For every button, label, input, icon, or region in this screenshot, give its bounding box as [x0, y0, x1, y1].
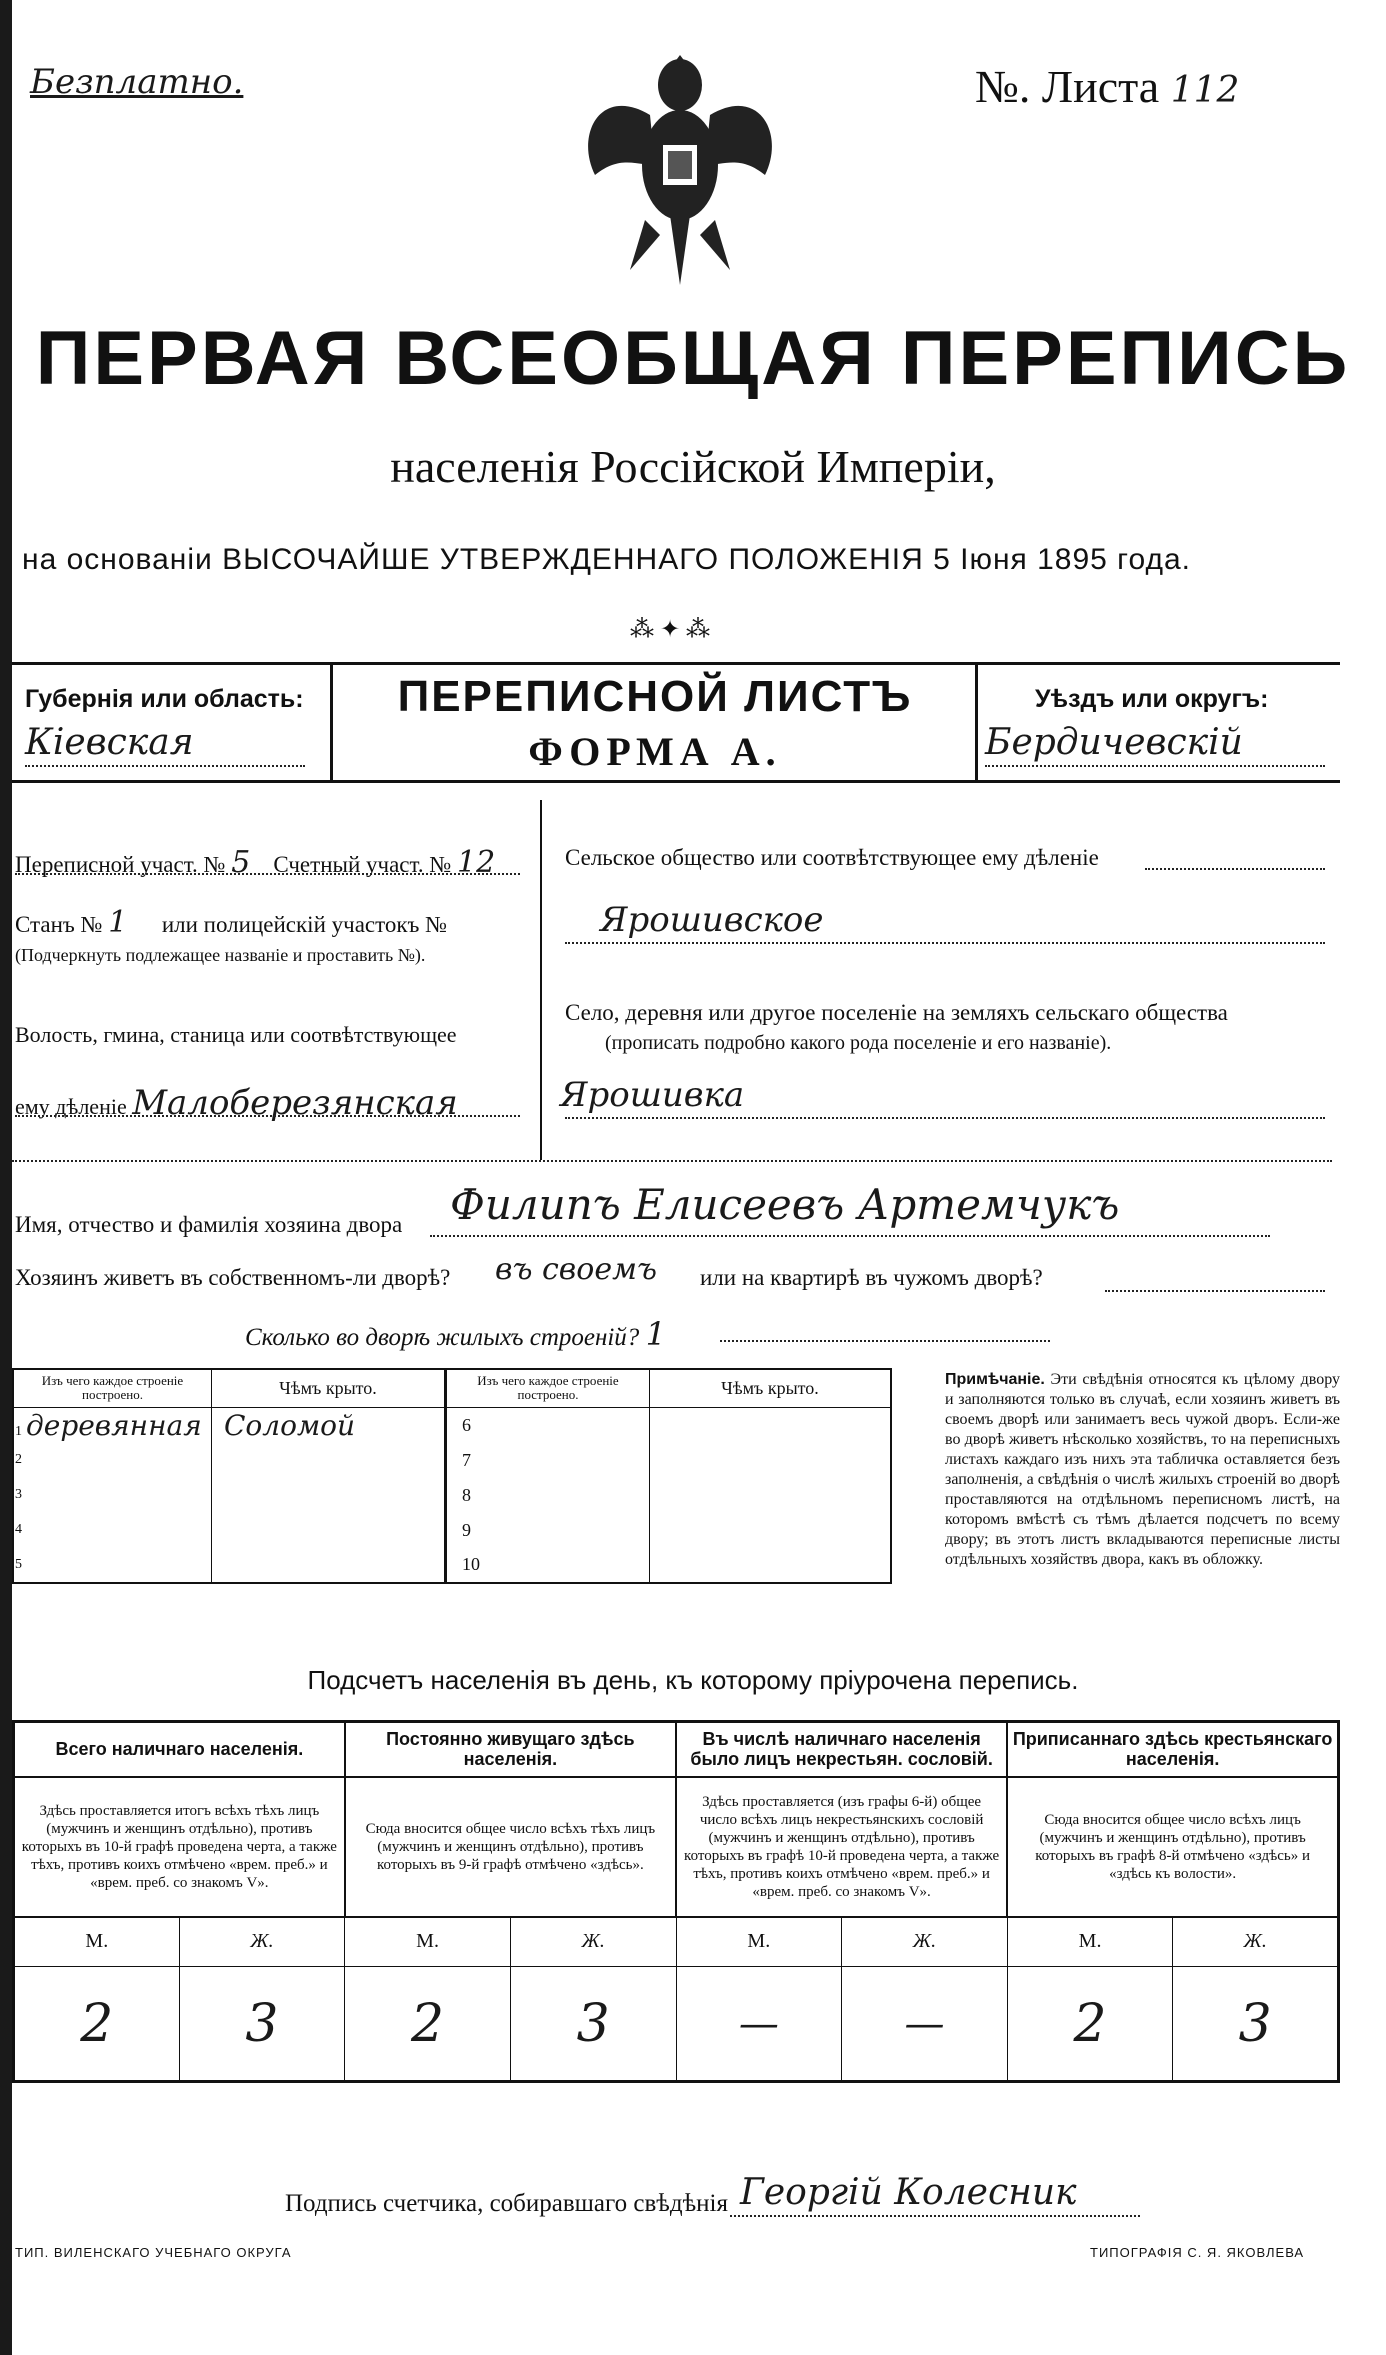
stan-field	[15, 905, 447, 940]
count-m-value: 2	[1007, 1967, 1173, 2082]
underline	[430, 1235, 1270, 1237]
count-m-value: 2	[345, 1967, 511, 2082]
roof-cell	[650, 1443, 892, 1478]
printer-right: ТИПОГРАФІЯ С. Я. ЯКОВЛЕВА	[1090, 2245, 1305, 2260]
roof-cell	[212, 1548, 446, 1583]
roof-cell	[650, 1548, 892, 1583]
rule	[540, 800, 542, 1160]
header-roof: Чѣмъ крыто.	[650, 1369, 892, 1407]
zh-label: Ж.	[842, 1917, 1008, 1967]
group-desc: Сюда вносится общее число всѣхъ лицъ (мужчинъ и женщинъ отдѣльно), противъ которыхъ въ графѣ 8-й отмѣчено «здѣсь» и «здѣсь къ волости».	[1007, 1777, 1338, 1917]
zh-label: Ж.	[1173, 1917, 1339, 1967]
material-value: деревянная	[26, 1408, 202, 1442]
uezd-value: Бердичевскій	[985, 722, 1243, 763]
zh-label: Ж.	[179, 1917, 345, 1967]
signature-value: Георгій Колесник	[740, 2172, 1077, 2213]
row-number: 5	[13, 1548, 212, 1583]
selo-note: (прописать подробно какого рода поселеніе и его названіе).	[605, 1032, 1112, 1054]
ornament-divider: ⁂ ✦ ⁂	[629, 617, 711, 643]
delenie-value: Малоберезянская	[132, 1083, 458, 1123]
roof-cell	[650, 1513, 892, 1548]
roof-cell	[212, 1513, 446, 1548]
underline	[720, 1340, 1050, 1342]
delenie-label: ему дѣленіе	[15, 1094, 127, 1119]
count-zh-value: 3	[1173, 1967, 1339, 2082]
underline	[25, 765, 305, 767]
stan-value: 1	[108, 905, 128, 940]
m-label: М.	[345, 1917, 511, 1967]
selskoe-value: Ярошивское	[600, 900, 824, 940]
zh-label: Ж.	[510, 1917, 676, 1967]
roof-cell	[650, 1407, 892, 1443]
census-basis: на основаніи ВЫСОЧАЙШЕ УТВЕРЖДЕННАГО ПОЛОЖЕНІЯ 5 Іюня 1895 года.	[22, 543, 1192, 576]
group-title: Всего наличнаго населенія.	[14, 1722, 345, 1777]
row-number: 1	[15, 1423, 22, 1439]
row-number: 6	[446, 1407, 650, 1443]
row-number: 3	[13, 1478, 212, 1513]
row-number: 2	[13, 1443, 212, 1478]
underline	[1105, 1290, 1325, 1292]
selo-value: Ярошивка	[560, 1075, 745, 1115]
count-m-value: —	[676, 1967, 842, 2082]
count-m-value: 2	[14, 1967, 180, 2082]
delenie-field	[15, 1083, 458, 1123]
m-label: М.	[676, 1917, 842, 1967]
rule	[975, 662, 978, 782]
owner-lives-value: въ своемъ	[495, 1252, 657, 1287]
underline	[15, 873, 520, 875]
perepisnoy-label: Переписной участ. №	[15, 852, 226, 877]
roof-cell	[212, 1443, 446, 1478]
buildings-count-value: 1	[645, 1315, 666, 1353]
schetny-value: 12	[457, 845, 496, 880]
group-desc: Здѣсь проставляется итогъ всѣхъ тѣхъ лицъ (мужчинъ и женщинъ отдѣльно), противъ которыхъ въ 10-й графѣ проведена черта, а также тѣхъ, противъ коихъ отмѣчено «врем. преб.» и «врем. преб. со знакомъ V».	[14, 1777, 345, 1917]
census-title: ПЕРВАЯ ВСЕОБЩАЯ ПЕРЕПИСЬ	[35, 316, 1351, 401]
sheet-number-value: 112	[1170, 70, 1240, 111]
selo-label: Село, деревня или другое поселеніе на земляхъ сельскаго общества	[565, 1000, 1228, 1025]
count-zh-value: 3	[510, 1967, 676, 2082]
row-number: 10	[446, 1548, 650, 1583]
free-label: Безплатно.	[30, 62, 244, 102]
underline-note: (Подчеркнуть подлежащее названіе и проставить №).	[15, 945, 426, 965]
material-cell	[13, 1407, 212, 1443]
underline	[565, 942, 1325, 944]
form-subtitle: ФОРМА А.	[528, 729, 782, 774]
selskoe-label: Сельское общество или соотвѣтствующее ему дѣленіе	[565, 845, 1099, 870]
rule	[330, 662, 333, 782]
group-desc: Сюда вносится общее число всѣхъ тѣхъ лицъ (мужчинъ и женщинъ отдѣльно), противъ которыхъ въ 9-й графѣ отмѣчено «здѣсь».	[345, 1777, 676, 1917]
row-number: 9	[446, 1513, 650, 1548]
header-material: Изъ чего каждое строеніе построено.	[13, 1369, 212, 1407]
count-heading: Подсчетъ населенія въ день, къ которому пріурочена перепись.	[307, 1665, 1079, 1695]
form-title: ПЕРЕПИСНОЙ ЛИСТЪ	[397, 672, 913, 721]
underline	[1145, 868, 1325, 870]
m-label: М.	[1007, 1917, 1173, 1967]
schetny-label: Счетный участ. №	[273, 852, 452, 877]
police-label: или полицейскій участокъ №	[161, 912, 448, 937]
guberniya-label: Губернія или область:	[25, 685, 304, 713]
owner-name-value: Филипъ Елисеевъ Артемчукъ	[450, 1180, 1120, 1229]
buildings-count-field	[245, 1315, 666, 1353]
count-zh-value: —	[842, 1967, 1008, 2082]
perepisnoy-value: 5	[231, 845, 251, 880]
guberniya-value: Кіевская	[25, 722, 194, 763]
imperial-eagle-emblem	[560, 45, 800, 290]
count-zh-value: 3	[179, 1967, 345, 2082]
rule	[12, 780, 1340, 783]
note-title: Примѣчаніе.	[945, 1371, 1045, 1388]
group-title: Въ числѣ наличнаго населенія было лицъ некрестьян. сословій.	[676, 1722, 1007, 1777]
volost-label: Волость, гмина, станица или соотвѣтствующее	[15, 1022, 457, 1047]
header-roof: Чѣмъ крыто.	[212, 1369, 446, 1407]
roof-cell	[212, 1478, 446, 1513]
uezd-label: Уѣздъ или округъ:	[1035, 685, 1269, 713]
row-number: 8	[446, 1478, 650, 1513]
note-text: Эти свѣдѣнія относятся къ цѣлому двору и заполняются только въ случаѣ, если хозяинъ живетъ въ своемъ дворѣ или занимаетъ весь чужой дворъ. Если-же во дворѣ живетъ нѣсколько хозяйствъ, то на переписныхъ листахъ каждаго изъ нихъ эта табличка оставляется безъ заполненія, а свѣдѣнія о числѣ жилыхъ строеній во дворѣ проставляются на отдѣльномъ переписномъ листѣ, на которомъ вмѣстѣ съ тѣмъ дѣлается подсчетъ по всему двору; въ этотъ листъ вкладываются переписные листы отдѣльныхъ хозяйствъ двора, какъ въ обложку.	[945, 1371, 1341, 1568]
underline	[565, 1117, 1325, 1119]
owner-quarters-label: или на квартирѣ въ чужомъ дворѣ?	[700, 1265, 1043, 1290]
m-label: М.	[14, 1917, 180, 1967]
roof-cell	[650, 1478, 892, 1513]
row-number: 4	[13, 1513, 212, 1548]
underline	[15, 1115, 520, 1117]
count-table	[12, 1720, 1340, 2083]
signature-label: Подпись счетчика, собиравшаго свѣдѣнія	[285, 2190, 728, 2217]
underline	[730, 2215, 1140, 2217]
group-title: Приписаннаго здѣсь крестьянскаго населенія.	[1007, 1722, 1338, 1777]
printer-left: ТИП. ВИЛЕНСКАГО УЧЕБНАГО ОКРУГА	[15, 2245, 292, 2260]
owner-name-label: Имя, отчество и фамилія хозяина двора	[15, 1212, 403, 1237]
underline	[985, 765, 1325, 767]
note-block	[945, 1370, 1340, 1570]
owner-lives-label: Хозяинъ живетъ въ собственномъ-ли дворѣ?	[15, 1265, 451, 1290]
group-title: Постоянно живущаго здѣсь населенія.	[345, 1722, 676, 1777]
census-subtitle: населенія Россійской Имперіи,	[390, 441, 996, 492]
underline	[12, 1160, 1332, 1162]
rule	[12, 662, 1340, 665]
roof-value: Соломой	[224, 1408, 356, 1442]
header-material: Изъ чего каждое строеніе построено.	[446, 1369, 650, 1407]
stan-label: Станъ №	[15, 912, 103, 937]
sheet-number-label	[975, 60, 1239, 113]
sheet-number-label-text: №. Листа	[975, 61, 1160, 112]
buildings-count-label: Сколько во дворѣ жилыхъ строеній?	[245, 1324, 640, 1351]
row-number: 7	[446, 1443, 650, 1478]
group-desc: Здѣсь проставляется (изъ графы 6-й) общее число всѣхъ лицъ некрестьянскихъ сословій (мужчинъ и женщинъ отдѣльно), противъ которыхъ въ графѣ 10-й проведена черта, а также тѣхъ, противъ коихъ отмѣчено «врем. преб.» и «врем. преб. со знакомъ V».	[676, 1777, 1007, 1917]
buildings-table	[12, 1368, 892, 1584]
